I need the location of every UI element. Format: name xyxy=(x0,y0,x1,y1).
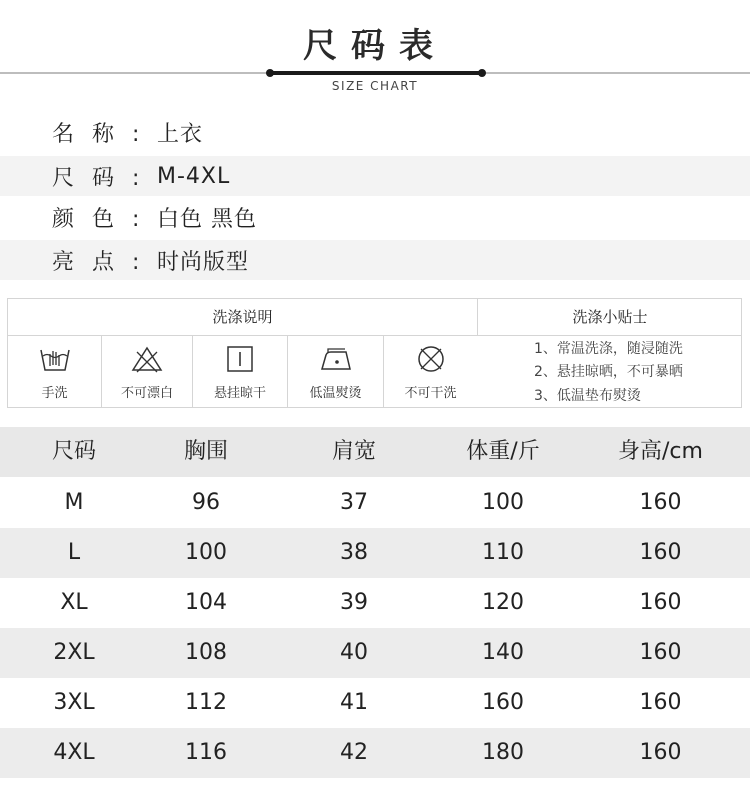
care-instructions-box xyxy=(7,298,742,408)
table-cell: 160 xyxy=(639,540,682,565)
info-value: 白色 黑色 xyxy=(157,206,257,232)
table-cell: L xyxy=(67,540,81,565)
table-cell: M xyxy=(64,490,84,515)
column-header: 胸围 xyxy=(183,439,228,464)
table-cell: 100 xyxy=(185,540,227,565)
table-cell: 40 xyxy=(340,640,368,665)
table-cell: 160 xyxy=(482,690,524,715)
care-label: 不可干洗 xyxy=(404,386,457,401)
wash-tip: 3、低温垫布熨烫 xyxy=(534,388,641,404)
table-cell: 112 xyxy=(185,690,227,715)
info-value: 时尚版型 xyxy=(157,249,250,275)
header-accent-bar xyxy=(269,71,483,75)
table-cell: 41 xyxy=(340,690,368,715)
table-cell: 100 xyxy=(482,490,524,515)
column-header: 身高/cm xyxy=(618,439,703,464)
no-dry-clean-icon xyxy=(414,344,448,374)
low-iron-icon xyxy=(319,344,353,374)
wash-instructions-title: 洗涤说明 xyxy=(8,299,477,336)
divider-dot-left xyxy=(266,69,274,77)
care-label: 悬挂晾干 xyxy=(213,386,266,401)
care-label: 手洗 xyxy=(41,386,68,401)
table-cell: 2XL xyxy=(53,640,95,665)
info-key: 名称: xyxy=(52,121,158,147)
divider-dot-right xyxy=(478,69,486,77)
info-value: M-4XL xyxy=(157,163,231,189)
table-row xyxy=(0,728,750,778)
table-row xyxy=(0,528,750,578)
care-item-no-dry-clean xyxy=(384,335,477,408)
column-header: 肩宽 xyxy=(331,439,376,464)
table-cell: 39 xyxy=(340,590,368,615)
table-cell: 104 xyxy=(185,590,227,615)
page-title: 尺码表 xyxy=(303,26,447,66)
wash-tip: 1、常温洗涤，随浸随洗 xyxy=(534,341,683,357)
table-cell: 180 xyxy=(482,740,524,765)
info-key: 颜色: xyxy=(52,206,158,232)
table-cell: 120 xyxy=(482,590,524,615)
table-cell: 160 xyxy=(639,640,682,665)
hand-wash-icon xyxy=(38,344,72,374)
page-subtitle: SIZE CHART xyxy=(331,79,419,93)
table-row xyxy=(0,578,750,628)
table-cell: 160 xyxy=(639,590,682,615)
info-row-color xyxy=(0,197,750,237)
table-row xyxy=(0,478,750,528)
table-cell: 160 xyxy=(639,740,682,765)
column-header: 体重/斤 xyxy=(466,439,540,464)
table-cell: 160 xyxy=(639,690,682,715)
info-key: 尺码: xyxy=(52,165,158,191)
table-cell: XL xyxy=(60,590,88,615)
care-item-hand-wash xyxy=(8,335,101,408)
wash-tip: 2、悬挂晾晒，不可暴晒 xyxy=(534,364,683,380)
no-bleach-icon xyxy=(130,344,164,374)
table-cell: 116 xyxy=(185,740,227,765)
table-row xyxy=(0,678,750,728)
table-cell: 38 xyxy=(340,540,368,565)
info-row-highlight xyxy=(0,240,750,280)
table-cell: 37 xyxy=(340,490,368,515)
table-cell: 4XL xyxy=(53,740,95,765)
care-item-hang-dry xyxy=(193,335,287,408)
care-item-no-bleach xyxy=(102,335,192,408)
info-row-name xyxy=(0,112,750,152)
size-table-header xyxy=(0,427,750,477)
hang-dry-icon xyxy=(223,344,257,374)
table-cell: 96 xyxy=(192,490,220,515)
table-row xyxy=(0,628,750,678)
care-label: 低温熨烫 xyxy=(309,386,362,401)
info-key: 亮点: xyxy=(52,249,158,275)
wash-tips-title: 洗涤小贴士 xyxy=(477,299,742,336)
column-header: 尺码 xyxy=(51,439,96,464)
table-cell: 160 xyxy=(639,490,682,515)
info-row-size xyxy=(0,156,750,196)
table-cell: 42 xyxy=(340,740,368,765)
info-value: 上衣 xyxy=(157,121,204,147)
care-label: 不可漂白 xyxy=(120,386,173,401)
table-cell: 110 xyxy=(482,540,524,565)
table-cell: 140 xyxy=(482,640,524,665)
care-item-low-iron xyxy=(288,335,383,408)
table-cell: 108 xyxy=(185,640,227,665)
table-cell: 3XL xyxy=(53,690,95,715)
